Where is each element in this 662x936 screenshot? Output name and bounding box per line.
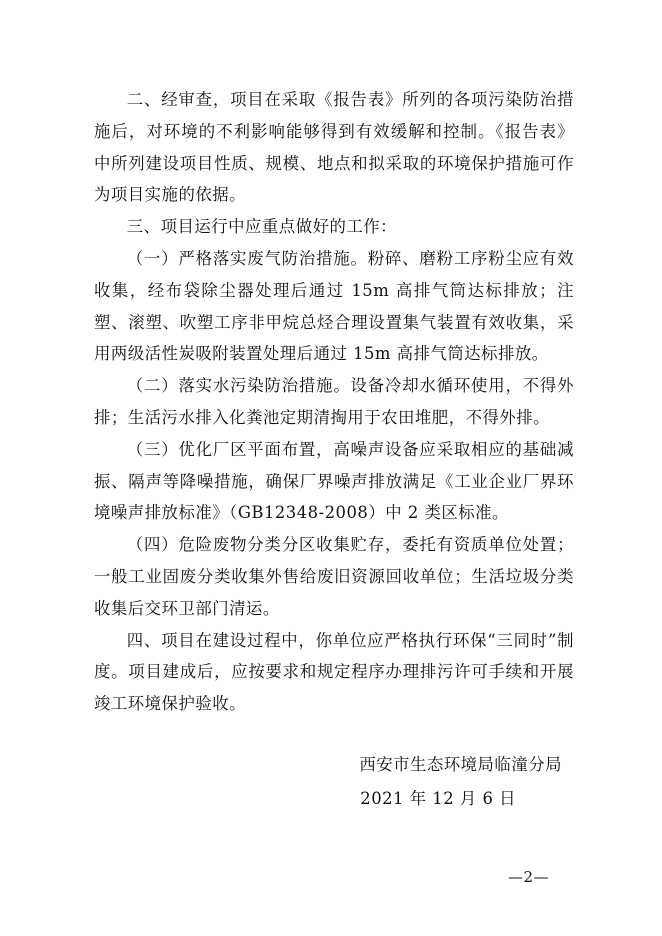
paragraph-three-simultaneous: 四、项目在建设过程中，你单位应严格执行环保“三同时”制度。项目建成后，应按要求和规定程序办理排污许可手续和开展竣工环境保护验收。 xyxy=(94,630,574,714)
paragraph-review-conclusion: 二、经审查，项目在采取《报告表》所列的各项污染防治措施后，对环境的不利影响能够得到有效缓解和控制。《报告表》中所列建设项目性质、规模、地点和拟采取的环境保护措施可作为项目实施的依据。 xyxy=(94,90,574,205)
paragraph-key-tasks-heading: 三、项目运行中应重点做好的工作： xyxy=(126,217,398,237)
paragraph-exhaust-gas-measures: （一）严格落实废气防治措施。粉碎、磨粉工序粉尘应有效收集，经布袋除尘器处理后通过 15m 高排气筒达标排放；注塑、滚塑、吹塑工序非甲烷总烃合理设置集气装置有效收集，采用两级活性炭吸附装置处理后通过 15m 高排气筒达标排放。 xyxy=(94,248,574,364)
document-body xyxy=(94,84,574,720)
page-number: —2— xyxy=(508,868,550,886)
paragraph-water-pollution-measures: （二）落实水污染防治措施。设备冷却水循环使用，不得外排；生活污水排入化粪池定期清掏用于农田堆肥，不得外排。 xyxy=(94,376,574,427)
paragraph-noise-measures: （三）优化厂区平面布置，高噪声设备应采取相应的基础减振、隔声等降噪措施，确保厂界噪声排放满足《工业企业厂界环境噪声排放标准》（GB12348-2008）中 2 类区标准。 xyxy=(94,439,574,523)
issue-date: 2021 年 12 月 6 日 xyxy=(360,789,516,808)
paragraph-waste-measures: （四）危险废物分类分区收集贮存，委托有资质单位处置；一般工业固废分类收集外售给废旧资源回收单位；生活垃圾分类收集后交环卫部门清运。 xyxy=(94,535,574,618)
issuing-organization: 西安市生态环境局临潼分局 xyxy=(359,755,562,774)
signature-block xyxy=(359,748,562,816)
